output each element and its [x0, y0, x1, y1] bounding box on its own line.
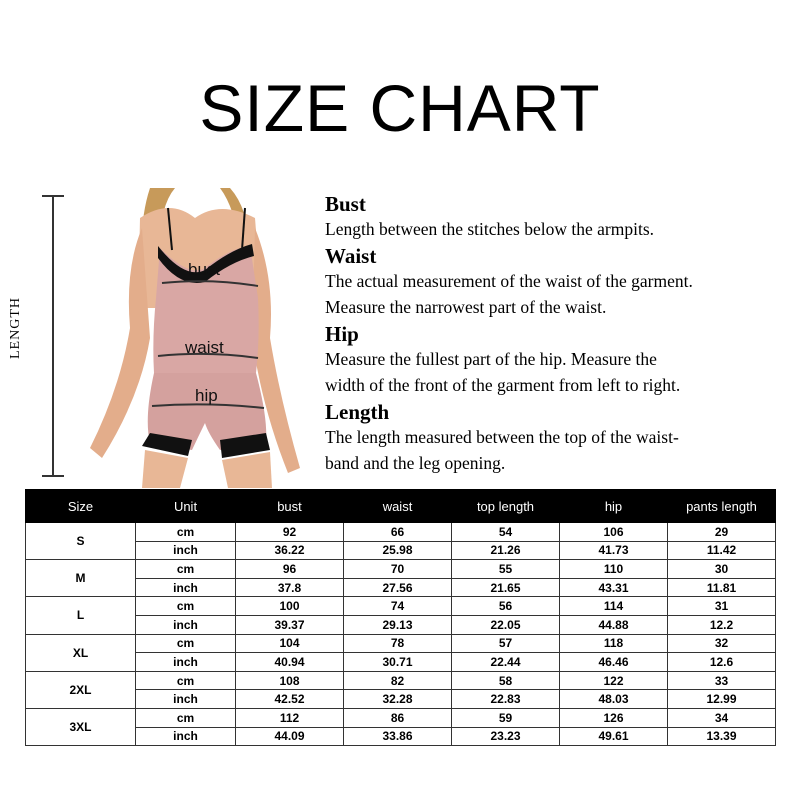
unit-cell: cm [136, 671, 236, 690]
value-cell: 42.52 [236, 690, 344, 709]
table-row [26, 671, 776, 690]
value-cell: 112 [236, 708, 344, 727]
left-leg [142, 450, 188, 488]
length-label: LENGTH [8, 297, 23, 359]
table-row [26, 560, 776, 579]
value-cell: 29.13 [344, 615, 452, 634]
length-desc-line: band and the leg opening. [325, 453, 506, 473]
value-cell: 82 [344, 671, 452, 690]
value-cell: 43.31 [560, 578, 668, 597]
value-cell: 37.8 [236, 578, 344, 597]
value-cell: 32 [668, 634, 776, 653]
value-cell: 11.42 [668, 541, 776, 560]
table-row [26, 690, 776, 709]
table-row [26, 653, 776, 672]
unit-cell: cm [136, 523, 236, 542]
value-cell: 56 [452, 597, 560, 616]
table-header-row [26, 490, 776, 523]
table-row [26, 578, 776, 597]
unit-cell: inch [136, 541, 236, 560]
value-cell: 23.23 [452, 727, 560, 746]
value-cell: 48.03 [560, 690, 668, 709]
header-pants-length: pants length [668, 490, 776, 523]
unit-cell: inch [136, 727, 236, 746]
value-cell: 12.2 [668, 615, 776, 634]
table-row [26, 708, 776, 727]
unit-cell: cm [136, 560, 236, 579]
value-cell: 66 [344, 523, 452, 542]
value-cell: 29 [668, 523, 776, 542]
value-cell: 104 [236, 634, 344, 653]
value-cell: 106 [560, 523, 668, 542]
value-cell: 86 [344, 708, 452, 727]
hip-desc-line: width of the front of the garment from left to right. [325, 375, 681, 395]
size-cell: M [26, 560, 136, 597]
left-arm [90, 228, 150, 458]
size-cell: 3XL [26, 708, 136, 745]
value-cell: 78 [344, 634, 452, 653]
value-cell: 54 [452, 523, 560, 542]
value-cell: 21.65 [452, 578, 560, 597]
right-leg [222, 452, 272, 488]
unit-cell: inch [136, 653, 236, 672]
table-row [26, 523, 776, 542]
value-cell: 30 [668, 560, 776, 579]
value-cell: 57 [452, 634, 560, 653]
bust-label: bust [188, 260, 221, 279]
value-cell: 55 [452, 560, 560, 579]
value-cell: 58 [452, 671, 560, 690]
value-cell: 22.44 [452, 653, 560, 672]
unit-cell: inch [136, 578, 236, 597]
value-cell: 33.86 [344, 727, 452, 746]
bust-desc-line: Length between the stitches below the armpits. [325, 219, 655, 239]
size-table-body [26, 523, 776, 746]
value-cell: 100 [236, 597, 344, 616]
value-cell: 49.61 [560, 727, 668, 746]
size-table [25, 489, 776, 746]
value-cell: 32.28 [344, 690, 452, 709]
table-row [26, 615, 776, 634]
size-cell: 2XL [26, 671, 136, 708]
value-cell: 11.81 [668, 578, 776, 597]
header-waist: waist [344, 490, 452, 523]
value-cell: 22.83 [452, 690, 560, 709]
value-cell: 12.99 [668, 690, 776, 709]
table-row [26, 727, 776, 746]
value-cell: 44.09 [236, 727, 344, 746]
hip-desc-line: Measure the fullest part of the hip. Measure the [325, 349, 657, 369]
bust-heading: Bust [325, 192, 366, 216]
value-cell: 44.88 [560, 615, 668, 634]
size-cell: S [26, 523, 136, 560]
header-size: Size [26, 490, 136, 523]
table-row [26, 541, 776, 560]
value-cell: 31 [668, 597, 776, 616]
header-hip: hip [560, 490, 668, 523]
value-cell: 34 [668, 708, 776, 727]
table-row [26, 597, 776, 616]
unit-cell: cm [136, 708, 236, 727]
size-cell: L [26, 597, 136, 634]
value-cell: 25.98 [344, 541, 452, 560]
value-cell: 126 [560, 708, 668, 727]
value-cell: 40.94 [236, 653, 344, 672]
unit-cell: inch [136, 690, 236, 709]
value-cell: 36.22 [236, 541, 344, 560]
value-cell: 21.26 [452, 541, 560, 560]
value-cell: 70 [344, 560, 452, 579]
hip-heading: Hip [325, 322, 359, 346]
value-cell: 22.05 [452, 615, 560, 634]
waist-desc-line: The actual measurement of the waist of the garment. [325, 271, 693, 291]
value-cell: 27.56 [344, 578, 452, 597]
value-cell: 46.46 [560, 653, 668, 672]
length-bottom-cap [42, 475, 64, 477]
header-top-length: top length [452, 490, 560, 523]
header-bust: bust [236, 490, 344, 523]
value-cell: 33 [668, 671, 776, 690]
page-title: SIZE CHART [199, 71, 601, 145]
hip-label: hip [195, 386, 218, 405]
value-cell: 118 [560, 634, 668, 653]
value-cell: 13.39 [668, 727, 776, 746]
value-cell: 108 [236, 671, 344, 690]
value-cell: 96 [236, 560, 344, 579]
length-desc-line: The length measured between the top of the waist- [325, 427, 679, 447]
value-cell: 110 [560, 560, 668, 579]
unit-cell: inch [136, 615, 236, 634]
value-cell: 114 [560, 597, 668, 616]
value-cell: 74 [344, 597, 452, 616]
value-cell: 39.37 [236, 615, 344, 634]
length-heading: Length [325, 400, 390, 424]
header-unit: Unit [136, 490, 236, 523]
waist-heading: Waist [325, 244, 377, 268]
value-cell: 12.6 [668, 653, 776, 672]
value-cell: 41.73 [560, 541, 668, 560]
model-figure [8, 188, 320, 488]
value-cell: 122 [560, 671, 668, 690]
unit-cell: cm [136, 634, 236, 653]
unit-cell: cm [136, 597, 236, 616]
value-cell: 30.71 [344, 653, 452, 672]
value-cell: 92 [236, 523, 344, 542]
table-row [26, 634, 776, 653]
size-cell: XL [26, 634, 136, 671]
waist-desc-line: Measure the narrowest part of the waist. [325, 297, 607, 317]
waist-label: waist [185, 338, 224, 357]
value-cell: 59 [452, 708, 560, 727]
measurement-descriptions [325, 192, 785, 476]
